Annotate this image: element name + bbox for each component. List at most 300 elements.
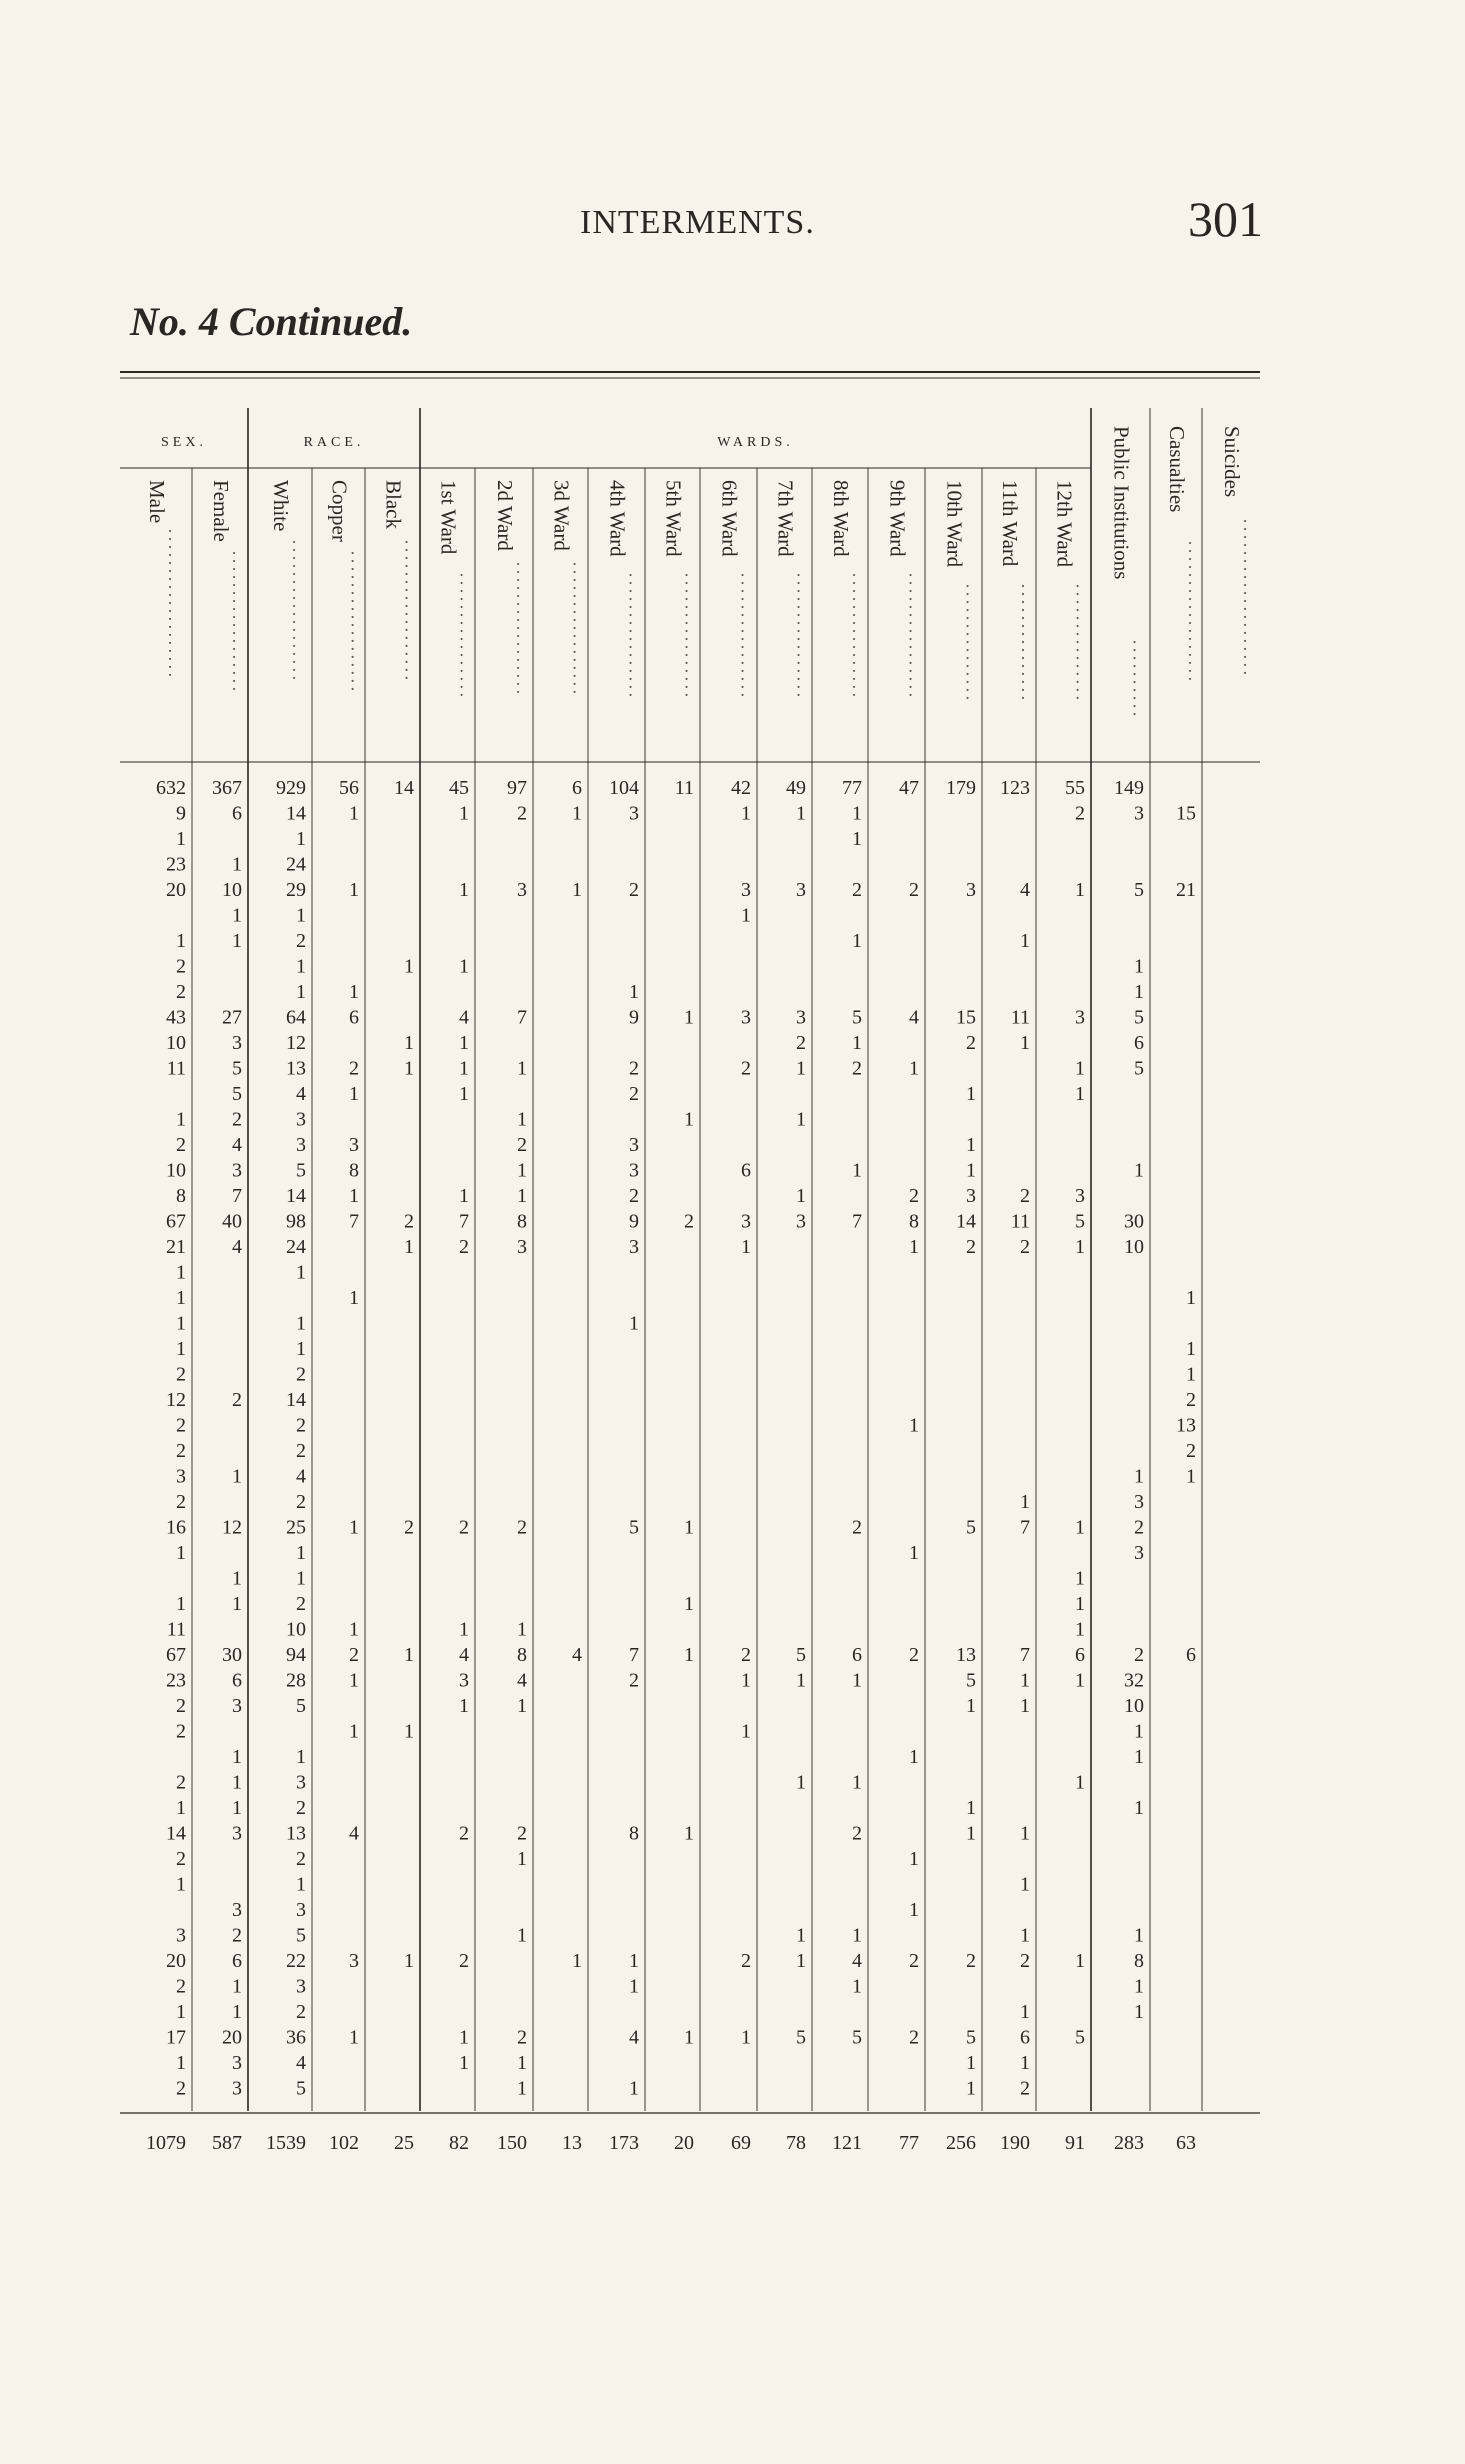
table-cell: 1 <box>966 2077 976 2100</box>
table-cell: 1 <box>517 2077 527 2100</box>
table-cell: 7 <box>232 1185 242 1207</box>
table-cell: 1 <box>349 1720 359 1743</box>
table-cell: 1 <box>176 1261 186 1284</box>
table-cell: 67 <box>166 1644 186 1666</box>
table-cell: 6 <box>741 1159 751 1182</box>
table-cell: 1 <box>909 1542 919 1564</box>
table-cell: 1 <box>404 1057 414 1080</box>
table-cell: 1 <box>572 802 582 825</box>
table-cell: 2 <box>176 1414 186 1437</box>
table-cell: 1 <box>1020 1822 1030 1845</box>
table-cell: 1 <box>1134 1975 1144 1998</box>
table-cell: 20 <box>222 2026 242 2049</box>
table-cell: 1 <box>517 1695 527 1717</box>
table-cell: 2 <box>966 1236 976 1258</box>
table-cell: 2 <box>852 879 862 901</box>
table-cell: 2 <box>296 1797 306 1819</box>
table-cell: 2 <box>629 879 639 901</box>
column-header: 1st Ward <box>436 480 461 555</box>
table-cell: 1 <box>629 1950 639 1972</box>
table-cell: 10 <box>1124 1695 1144 1717</box>
table-cell: 1 <box>852 1975 862 1998</box>
table-cell: 3 <box>629 1159 639 1182</box>
table-cell: 1 <box>1075 1057 1085 1080</box>
table-cell: 1 <box>176 1108 186 1131</box>
table-cell: 1 <box>517 1108 527 1131</box>
table-cell: 2 <box>909 1185 919 1207</box>
column-header: 11th Ward <box>998 480 1022 567</box>
table-cell: 3 <box>1134 802 1144 825</box>
table-cell: 3 <box>296 1134 306 1156</box>
table-cell: 7 <box>1020 1644 1030 1666</box>
table-cell: 1 <box>349 879 359 901</box>
table-cell: 2 <box>176 1975 186 1998</box>
table-cell: 1 <box>684 2026 694 2049</box>
table-cell: 1 <box>232 1567 242 1590</box>
table-cell: 2 <box>909 1950 919 1972</box>
table-cell: 1 <box>176 2001 186 2023</box>
table-cell: 1 <box>349 1185 359 1207</box>
running-title: INTERMENTS. <box>580 204 815 241</box>
table-cell: 1 <box>296 904 306 927</box>
table-cell: 32 <box>1124 1669 1144 1692</box>
total-cell: 283 <box>1114 2132 1144 2154</box>
table-cell: 2 <box>349 1057 359 1080</box>
table-cell: 1 <box>966 1134 976 1156</box>
table-cell: 30 <box>1124 1210 1144 1233</box>
table-cell: 2 <box>741 1950 751 1972</box>
table-cell: 1 <box>852 828 862 850</box>
table-cell: 2 <box>296 1848 306 1870</box>
table-cell: 929 <box>276 777 306 799</box>
table-cell: 1 <box>296 1261 306 1284</box>
table-cell: 6 <box>572 777 582 799</box>
table-cell: 1 <box>232 904 242 927</box>
table-cell: 179 <box>946 777 976 799</box>
table-cell: 7 <box>459 1210 469 1233</box>
table-cell: 1 <box>296 1873 306 1896</box>
table-cell: 1 <box>1134 1746 1144 1768</box>
table-cell: 22 <box>286 1950 306 1972</box>
table-cell: 1 <box>1075 879 1085 901</box>
table-cell: 2 <box>176 1695 186 1717</box>
table-cell: 4 <box>852 1950 862 1972</box>
table-cell: 1 <box>1075 1516 1085 1539</box>
total-cell: 121 <box>832 2132 862 2154</box>
table-cell: 2 <box>684 1210 694 1233</box>
table-cell: 8 <box>517 1210 527 1233</box>
table-cell: 43 <box>166 1006 186 1029</box>
table-cell: 2 <box>296 1414 306 1437</box>
table-cell: 2 <box>296 930 306 952</box>
column-header-leader: ·················· <box>224 550 244 694</box>
table-cell: 5 <box>296 1695 306 1717</box>
table-cell: 1 <box>296 1312 306 1335</box>
table-cell: 1 <box>909 1057 919 1080</box>
table-cell: 1 <box>296 1338 306 1360</box>
column-header: 4th Ward <box>605 480 630 557</box>
table-cell: 5 <box>1134 879 1144 901</box>
table-cell: 14 <box>286 802 306 825</box>
table-cell: 5 <box>296 1159 306 1182</box>
table-cell: 1 <box>852 930 862 952</box>
table-cell: 2 <box>629 1083 639 1105</box>
column-header-leader: ···················· <box>1235 518 1255 678</box>
table-cell: 3 <box>741 1210 751 1233</box>
table-cell: 2 <box>296 2001 306 2023</box>
table-cell: 1 <box>176 930 186 952</box>
table-cell: 5 <box>796 1644 806 1666</box>
column-header: Copper <box>327 480 352 542</box>
table-cell: 8 <box>517 1644 527 1666</box>
table-cell: 1 <box>1134 1797 1144 1819</box>
table-cell: 10 <box>286 1618 306 1641</box>
total-cell: 173 <box>609 2132 639 2154</box>
table-cell: 2 <box>852 1516 862 1539</box>
table-cell: 1 <box>1020 1873 1030 1896</box>
table-cell: 1 <box>966 2052 976 2074</box>
table-cell: 4 <box>349 1822 359 1845</box>
column-header-leader: ················ <box>620 572 641 700</box>
table-cell: 4 <box>459 1644 469 1666</box>
table-cell: 1 <box>741 1720 751 1743</box>
table-cell: 3 <box>176 1924 186 1947</box>
column-header: 2d Ward <box>493 480 517 551</box>
table-cell: 1 <box>517 1057 527 1080</box>
table-cell: 98 <box>286 1210 306 1233</box>
table-cell: 2 <box>1020 1185 1030 1207</box>
table-cell: 55 <box>1065 777 1085 799</box>
table-cell: 5 <box>629 1516 639 1539</box>
group-label-wards: WARDS. <box>717 435 794 450</box>
table-cell: 7 <box>517 1006 527 1029</box>
table-cell: 1 <box>459 1032 469 1054</box>
column-header: Female <box>209 480 233 542</box>
table-cell: 14 <box>956 1210 976 1233</box>
table-cell: 4 <box>296 1083 306 1105</box>
table-cell: 1 <box>909 1848 919 1870</box>
table-cell: 20 <box>166 1950 186 1972</box>
table-cell: 14 <box>286 1185 306 1207</box>
table-cell: 3 <box>796 879 806 901</box>
table-cell: 2 <box>176 1720 186 1743</box>
table-cell: 1 <box>1186 1338 1196 1360</box>
column-header: 12th Ward <box>1052 480 1077 568</box>
table-cell: 1 <box>629 981 639 1003</box>
column-header-leader: ················· <box>508 561 528 697</box>
table-cell: 2 <box>232 1108 242 1131</box>
table-cell: 1 <box>349 1669 359 1692</box>
table-cell: 4 <box>1020 879 1030 901</box>
table-cell: 1 <box>459 1695 469 1717</box>
column-header-leader: ··················· <box>160 528 180 680</box>
table-cell: 2 <box>459 1236 469 1258</box>
table-cell: 2 <box>629 1185 639 1207</box>
table-cell: 2 <box>741 1644 751 1666</box>
table-cell: 1 <box>517 1924 527 1947</box>
table-cell: 1 <box>966 1695 976 1717</box>
table-cell: 1 <box>176 1542 186 1564</box>
table-cell: 3 <box>1075 1185 1085 1207</box>
group-label-race: RACE. <box>303 435 365 450</box>
total-cell: 91 <box>1065 2132 1085 2154</box>
table-cell: 4 <box>629 2026 639 2049</box>
table-cell: 3 <box>741 879 751 901</box>
table-cell: 1 <box>684 1108 694 1131</box>
table-cell: 1 <box>852 1032 862 1054</box>
column-header: 5th Ward <box>661 480 686 557</box>
table-cell: 4 <box>459 1006 469 1029</box>
table-cell: 2 <box>517 2026 527 2049</box>
table-cell: 13 <box>1176 1414 1196 1437</box>
interments-table-svg <box>120 372 1260 2154</box>
table-cell: 1 <box>796 1669 806 1692</box>
table-cell: 1 <box>1020 2052 1030 2074</box>
total-cell: 1539 <box>266 2132 306 2154</box>
table-cell: 1 <box>176 828 186 850</box>
table-cell: 1 <box>684 1822 694 1845</box>
table-cell: 14 <box>166 1822 186 1845</box>
table-cell: 5 <box>1134 1006 1144 1029</box>
table-cell: 1 <box>1075 1083 1085 1105</box>
table-cell: 2 <box>909 879 919 901</box>
table-cell: 2 <box>176 1771 186 1794</box>
table-cell: 1 <box>1075 1567 1085 1590</box>
table-cell: 1 <box>1134 981 1144 1003</box>
column-header: Public Institutions <box>1109 426 1134 580</box>
table-cell: 2 <box>517 1134 527 1156</box>
table-cell: 1 <box>296 828 306 850</box>
table-cell: 1 <box>1020 1924 1030 1947</box>
table-cell: 6 <box>232 1669 242 1692</box>
table-cell: 13 <box>286 1822 306 1845</box>
table-cell: 2 <box>909 1644 919 1666</box>
table-cell: 3 <box>296 1975 306 1998</box>
table-cell: 1 <box>232 930 242 952</box>
table-cell: 2 <box>232 1924 242 1947</box>
table-cell: 1 <box>404 955 414 978</box>
table-cell: 42 <box>731 777 751 799</box>
table-cell: 1 <box>852 1924 862 1947</box>
column-header: Suicides <box>1220 426 1244 498</box>
table-cell: 2 <box>296 1491 306 1513</box>
table-cell: 2 <box>966 1950 976 1972</box>
column-header-leader: ················ <box>900 572 921 700</box>
table-cell: 21 <box>166 1236 186 1258</box>
column-header-leader: ················ <box>676 572 697 700</box>
column-header-leader: ·········· <box>1124 639 1145 719</box>
table-cell: 16 <box>166 1516 186 1539</box>
table-cell: 1 <box>296 955 306 978</box>
table-cell: 11 <box>166 1057 186 1080</box>
table-cell: 1 <box>296 1567 306 1590</box>
table-cell: 1 <box>232 1593 242 1615</box>
table-cell: 77 <box>842 777 862 799</box>
table-cell: 2 <box>1186 1389 1196 1411</box>
table-cell: 1 <box>1134 1465 1144 1488</box>
table-cell: 1 <box>796 1924 806 1947</box>
table-cell: 1 <box>1134 2001 1144 2023</box>
table-cell: 5 <box>852 2026 862 2049</box>
table-cell: 94 <box>286 1644 306 1666</box>
table-cell: 1 <box>741 904 751 927</box>
table-cell: 2 <box>1075 802 1085 825</box>
table-cell: 2 <box>404 1210 414 1233</box>
table-cell: 123 <box>1000 777 1030 799</box>
total-cell: 25 <box>394 2132 414 2154</box>
table-cell: 10 <box>166 1159 186 1182</box>
table-cell: 3 <box>796 1210 806 1233</box>
total-cell: 77 <box>899 2132 919 2154</box>
total-cell: 256 <box>946 2132 976 2154</box>
column-header: 3d Ward <box>549 480 574 551</box>
column-header: White <box>269 480 293 532</box>
table-cell: 8 <box>349 1159 359 1182</box>
column-header-leader: ················ <box>451 572 472 700</box>
table-cell: 1 <box>296 1746 306 1768</box>
total-cell: 150 <box>497 2132 527 2154</box>
table-cell: 3 <box>232 1899 242 1921</box>
table-cell: 3 <box>176 1465 186 1488</box>
table-cell: 20 <box>166 879 186 901</box>
table-cell: 97 <box>507 777 527 799</box>
table-cell: 1 <box>1134 1924 1144 1947</box>
table-cell: 2 <box>1020 1236 1030 1258</box>
table-cell: 1 <box>349 802 359 825</box>
table-cell: 2 <box>296 1363 306 1386</box>
table-cell: 5 <box>1134 1057 1144 1080</box>
table-cell: 1 <box>1134 1720 1144 1743</box>
table-cell: 1 <box>741 1669 751 1692</box>
column-header-leader: ················ <box>732 572 753 700</box>
table-cell: 2 <box>232 1389 242 1411</box>
table-cell: 1 <box>349 2026 359 2049</box>
table-cell: 3 <box>296 1771 306 1794</box>
table-cell: 3 <box>232 1822 242 1845</box>
total-cell: 102 <box>329 2132 359 2154</box>
table-cell: 1 <box>909 1236 919 1258</box>
table-cell: 1 <box>1075 1950 1085 1972</box>
table-cell: 15 <box>1176 802 1196 825</box>
table-cell: 1 <box>966 1083 976 1105</box>
table-cell: 14 <box>286 1389 306 1411</box>
table-cell: 2 <box>176 981 186 1003</box>
column-header-leader: ··············· <box>957 583 978 703</box>
table-cell: 1 <box>176 1312 186 1335</box>
column-header: Male <box>145 480 169 524</box>
table-cell: 12 <box>166 1389 186 1411</box>
table-cell: 6 <box>1020 2026 1030 2049</box>
table-cell: 104 <box>609 777 639 799</box>
column-header: 7th Ward <box>773 480 798 557</box>
table-cell: 1 <box>459 1057 469 1080</box>
table-cell: 1 <box>176 1338 186 1360</box>
table-cell: 2 <box>459 1516 469 1539</box>
table-cell: 1 <box>796 1950 806 1972</box>
table-cell: 3 <box>232 1695 242 1717</box>
table-cell: 1 <box>349 1516 359 1539</box>
table-cell: 1 <box>459 1618 469 1641</box>
table-cell: 3 <box>296 1108 306 1131</box>
table-cell: 5 <box>296 1924 306 1947</box>
table-cell: 1 <box>852 1159 862 1182</box>
interments-table <box>120 372 1260 2154</box>
table-cell: 3 <box>232 1032 242 1054</box>
table-cell: 632 <box>156 777 186 799</box>
table-cell: 2 <box>1134 1644 1144 1666</box>
table-cell: 4 <box>296 2052 306 2074</box>
table-cell: 1 <box>684 1644 694 1666</box>
page-number: 301 <box>1188 191 1263 247</box>
table-cell: 1 <box>459 2052 469 2074</box>
table-cell: 2 <box>852 1822 862 1845</box>
table-cell: 4 <box>232 1236 242 1258</box>
table-cell: 1 <box>517 1185 527 1207</box>
table-cell: 1 <box>176 1873 186 1896</box>
table-cell: 2 <box>1134 1516 1144 1539</box>
table-cell: 1 <box>404 1950 414 1972</box>
table-cell: 36 <box>286 2026 306 2049</box>
table-cell: 49 <box>786 777 806 799</box>
table-cell: 1 <box>1020 1032 1030 1054</box>
table-cell: 5 <box>1075 1210 1085 1233</box>
column-header: 9th Ward <box>885 480 910 557</box>
table-cell: 3 <box>1134 1542 1144 1564</box>
table-cell: 2 <box>517 802 527 825</box>
table-cell: 1 <box>1075 1618 1085 1641</box>
table-cell: 1 <box>459 1083 469 1105</box>
table-cell: 1 <box>572 879 582 901</box>
column-header-leader: ·················· <box>1180 540 1200 684</box>
table-cell: 5 <box>796 2026 806 2049</box>
table-cell: 3 <box>232 2052 242 2074</box>
table-cell: 1 <box>232 1465 242 1488</box>
table-cell: 7 <box>1020 1516 1030 1539</box>
table-cell: 1 <box>741 2026 751 2049</box>
table-cell: 1 <box>232 1771 242 1794</box>
column-header-leader: ·················· <box>284 539 304 683</box>
table-cell: 21 <box>1176 879 1196 901</box>
table-cell: 2 <box>966 1032 976 1054</box>
table-cell: 1 <box>1134 1159 1144 1182</box>
table-cell: 4 <box>232 1134 242 1156</box>
table-cell: 12 <box>222 1516 242 1539</box>
table-cell: 2 <box>404 1516 414 1539</box>
table-cell: 1 <box>909 1746 919 1768</box>
table-cell: 1 <box>1075 1771 1085 1794</box>
table-cell: 1 <box>176 2052 186 2074</box>
table-cell: 5 <box>1075 2026 1085 2049</box>
table-cell: 1 <box>572 1950 582 1972</box>
table-cell: 2 <box>1020 1950 1030 1972</box>
table-cell: 2 <box>176 955 186 978</box>
table-cell: 1 <box>852 802 862 825</box>
table-cell: 8 <box>629 1822 639 1845</box>
table-cell: 3 <box>741 1006 751 1029</box>
table-cell: 6 <box>852 1644 862 1666</box>
table-cell: 9 <box>176 802 186 825</box>
table-cell: 3 <box>232 1159 242 1182</box>
table-cell: 2 <box>517 1822 527 1845</box>
table-cell: 23 <box>166 1669 186 1692</box>
table-cell: 2 <box>176 1363 186 1386</box>
table-cell: 27 <box>222 1006 242 1029</box>
column-header-leader: ·················· <box>396 539 417 683</box>
table-cell: 1 <box>909 1414 919 1437</box>
table-cell: 1 <box>741 802 751 825</box>
table-cell: 1 <box>459 2026 469 2049</box>
table-cell: 2 <box>629 1057 639 1080</box>
